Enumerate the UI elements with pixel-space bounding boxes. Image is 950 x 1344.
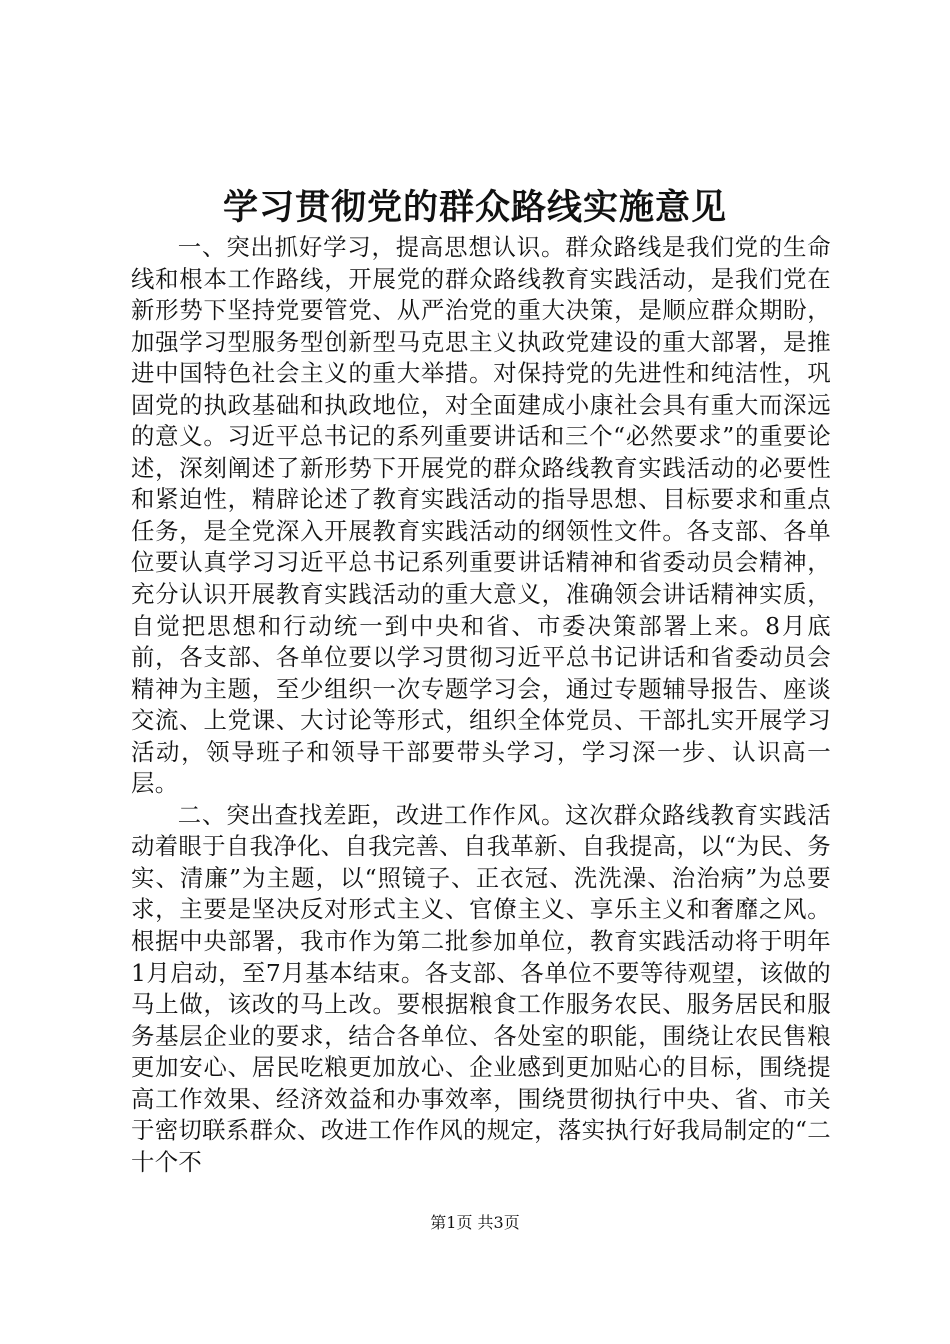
- document-body: [131, 232, 831, 1178]
- paragraph-1: 一、突出抓好学习，提高思想认识。群众路线是我们党的生命线和根本工作路线，开展党的群众路线教育实践活动，是我们党在新形势下坚持党要管党、从严治党的重大决策，是顺应群众期盼，加强学习型服务型创新型马克思主义执政党建设的重大部署，是推进中国特色社会主义的重大举措。对保持党的先进性和纯洁性，巩固党的执政基础和执政地位，对全面建成小康社会具有重大而深远的意义。习近平总书记的系列重要讲话和三个“必然要求”的重要论述，深刻阐述了新形势下开展党的群众路线教育实践活动的必要性和紧迫性，精辟论述了教育实践活动的指导思想、目标要求和重点任务，是全党深入开展教育实践活动的纲领性文件。各支部、各单位要认真学习习近平总书记系列重要讲话精神和省委动员会精神，充分认识开展教育实践活动的重大意义，准确领会讲话精神实质，自觉把思想和行动统一到中央和省、市委决策部署上来。8月底前，各支部、各单位要以学习贯彻习近平总书记讲话和省委动员会精神为主题，至少组织一次专题学习会，通过专题辅导报告、座谈交流、上党课、大讨论等形式，组织全体党员、干部扎实开展学习活动，领导班子和领导干部要带头学习，学习深一步、认识高一层。: [131, 233, 831, 798]
- document-title: 学习贯彻党的群众路线实施意见: [222, 187, 727, 228]
- paragraph-2: 二、突出查找差距，改进工作作风。这次群众路线教育实践活动着眼于自我净化、自我完善、自我革新、自我提高，以“为民、务实、清廉”为主题，以“照镜子、正衣冠、洗洗澡、治治病”为总要求，主要是坚决反对形式主义、官僚主义、享乐主义和奢靡之风。根据中央部署，我市作为第二批参加单位，教育实践活动将于明年1月启动，至7月基本结束。各支部、各单位不要等待观望，该做的马上做，该改的马上改。要根据粮食工作服务农民、服务居民和服务基层企业的要求，结合各单位、各处室的职能，围绕让农民售粮更加安心、居民吃粮更加放心、企业感到更加贴心的目标，围绕提高工作效果、经济效益和办事效率，围绕贯彻执行中央、省、市关于密切联系群众、改进工作作风的规定，落实执行好我局制定的“二十个不: [131, 800, 831, 1176]
- page-number-footer: 第1页 共3页: [430, 1213, 520, 1232]
